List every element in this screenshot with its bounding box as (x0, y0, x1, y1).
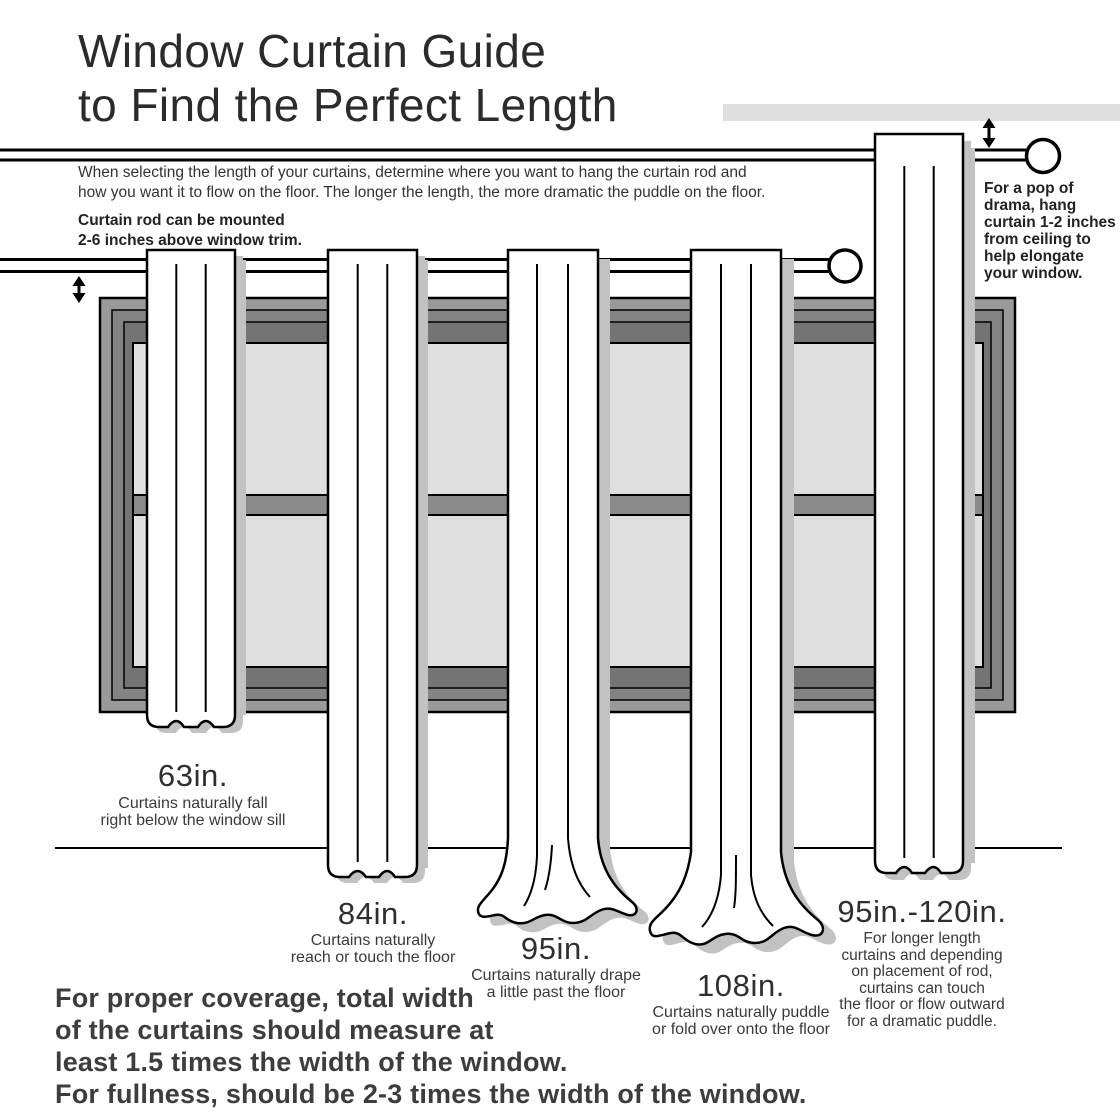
ceiling-gap-arrow-icon (983, 118, 996, 148)
ceiling-note-line: curtain 1-2 inches (984, 214, 1116, 231)
desc-95-120in-line: the floor or flow outward (839, 996, 1005, 1013)
desc-108in-line2: or fold over onto the floor (652, 1021, 830, 1039)
ceiling-bar (723, 104, 1120, 121)
ceiling-note-line: from ceiling to (984, 231, 1091, 248)
page-title (78, 24, 618, 132)
ceiling-note-line: help elongate (984, 248, 1084, 265)
ceiling-note-line: drama, hang (984, 197, 1077, 214)
desc-95-120in-line: on placement of rod, (851, 963, 993, 980)
desc-108in-line1: Curtains naturally puddle (652, 1004, 830, 1021)
desc-84in-line1: Curtains naturally (310, 932, 436, 949)
desc-95in-line2: a little past the floor (486, 984, 626, 1002)
intro-line2: how you want it to flow on the floor. The longer the length, the more dramatic the puddle on the floor. (78, 183, 766, 201)
rod-mount-note-line2: 2-6 inches above window trim. (78, 231, 302, 249)
rod-mount-note (78, 211, 302, 250)
desc-95-120in-line: For longer length (863, 930, 981, 947)
page-title-line1: Window Curtain Guide (78, 25, 547, 77)
intro-paragraph (78, 163, 765, 202)
intro-line1: When selecting the length of your curtains, determine where you want to hang the curtain rod and (78, 164, 747, 181)
coverage-note-line3: least 1.5 times the width of the window. (55, 1047, 568, 1077)
ceiling-note-line: For a pop of (984, 180, 1074, 197)
length-95-120in: 95in.-120in. (837, 894, 1007, 929)
label-84in (291, 897, 456, 967)
coverage-note-line2: of the curtains should measure at (55, 1015, 494, 1045)
length-108in: 108in. (696, 968, 786, 1003)
ceiling-rod-finial (1027, 140, 1060, 173)
curtain-84in (328, 250, 428, 883)
desc-95-120in-line: for a dramatic puddle. (847, 1012, 997, 1030)
page-title-line2: to Find the Perfect Length (78, 79, 618, 131)
length-84in: 84in. (337, 896, 409, 931)
desc-95in-line1: Curtains naturally drape (471, 967, 641, 984)
coverage-note-line4: For fullness, should be 2-3 times the width of the window. (55, 1079, 807, 1109)
curtain-95-120in (875, 134, 975, 880)
length-63in: 63in. (157, 758, 229, 793)
ceiling-hang-note (984, 180, 1116, 282)
rod-height-arrow-icon (73, 276, 86, 303)
label-95-120in (837, 895, 1006, 1030)
label-63in (101, 759, 286, 830)
rod-mount-note-line1: Curtain rod can be mounted (78, 212, 285, 229)
window-rod-finial (829, 250, 861, 282)
ceiling-note-line: your window. (984, 265, 1083, 282)
coverage-note-line1: For proper coverage, total width (55, 983, 474, 1013)
curtain-63in (147, 250, 246, 733)
coverage-note (55, 982, 807, 1110)
desc-84in-line2: reach or touch the floor (290, 949, 456, 967)
desc-95-120in-line: curtains can touch (859, 979, 985, 997)
desc-63in-line2: right below the window sill (100, 812, 286, 830)
length-95in: 95in. (520, 931, 592, 966)
desc-63in-line1: Curtains naturally fall (118, 795, 268, 812)
desc-95-120in-line: curtains and depending (841, 946, 1003, 964)
